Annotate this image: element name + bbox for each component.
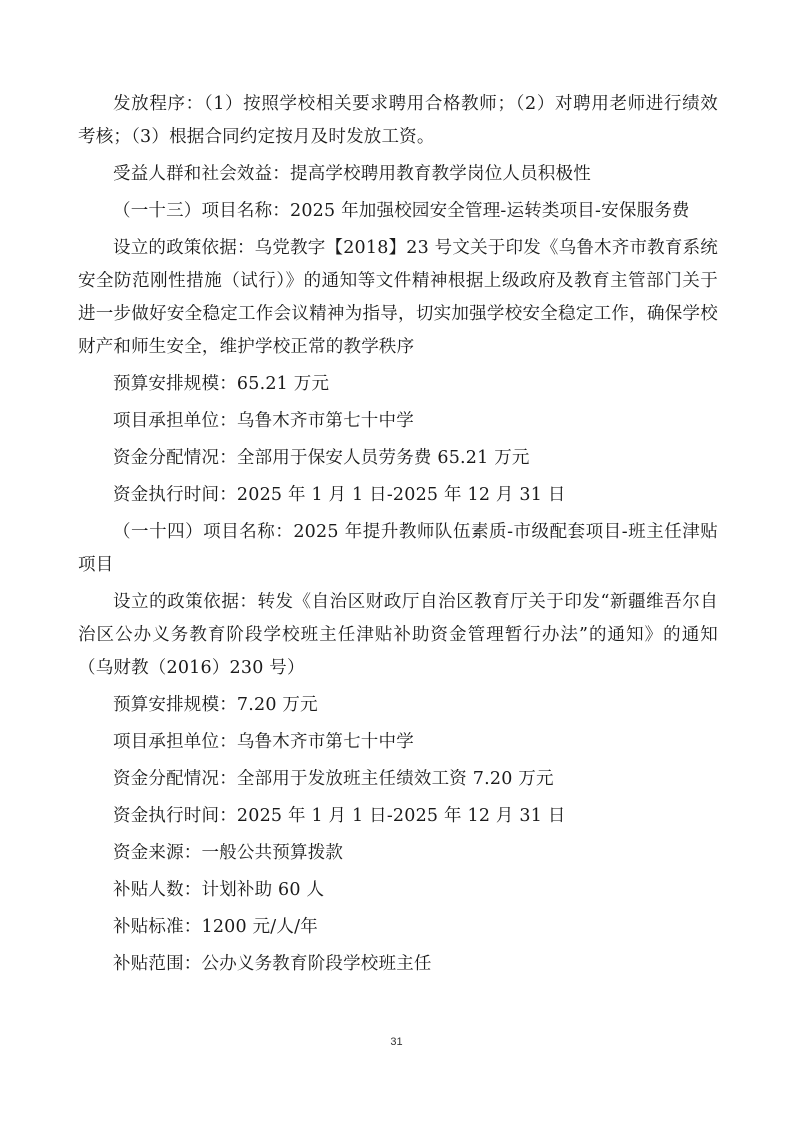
paragraph-subsidy-count: 补贴人数：计划补助 60 人 [113,880,325,900]
paragraph-project-13-unit: 项目承担单位：乌鲁木齐市第七十中学 [113,411,414,431]
paragraph-distribution-procedure: 发放程序：（1）按照学校相关要求聘用合格教师；（2）对聘用老师进行绩效考核；（3）根据合同约定按月及时发放工资。 [78,94,718,147]
paragraph-project-14-execution-time: 资金执行时间：2025 年 1 月 1 日-2025 年 12 月 31 日 [113,806,566,826]
paragraph-project-13-execution-time: 资金执行时间：2025 年 1 月 1 日-2025 年 12 月 31 日 [113,485,566,505]
paragraph-project-13-allocation: 资金分配情况：全部用于保安人员劳务费 65.21 万元 [113,448,530,468]
paragraph-project-14-budget: 预算安排规模：7.20 万元 [113,695,318,715]
paragraph-subsidy-standard: 补贴标准：1200 元/人/年 [113,917,318,937]
paragraph-project-14-allocation: 资金分配情况：全部用于发放班主任绩效工资 7.20 万元 [113,769,554,789]
paragraph-project-13-budget: 预算安排规模：65.21 万元 [113,374,330,394]
paragraph-project-13-title: （一十三）项目名称：2025 年加强校园安全管理-运转类项目-安保服务费 [113,201,690,221]
paragraph-funding-source: 资金来源：一般公共预算拨款 [113,843,344,863]
document-body [78,88,718,981]
paragraph-subsidy-scope: 补贴范围：公办义务教育阶段学校班主任 [113,954,432,974]
paragraph-project-14-title: （一十四）项目名称：2025 年提升教师队伍素质-市级配套项目-班主任津贴项目 [78,522,718,575]
paragraph-project-13-policy-basis: 设立的政策依据：乌党教字【2018】23 号文关于印发《乌鲁木齐市教育系统安全防范刚性措施（试行）》的通知等文件精神根据上级政府及教育主管部门关于进一步做好安全稳定工作会议精神为指导，切实加强学校安全稳定工作，确保学校财产和师生安全，维护学校正常的教学秩序 [78,238,718,357]
page-number: 31 [390,1036,403,1048]
paragraph-project-14-policy-basis: 设立的政策依据：转发《自治区财政厅自治区教育厅关于印发“新疆维吾尔自治区公办义务教育阶段学校班主任津贴补助资金管理暂行办法”的通知》的通知（乌财教（2016）230 号） [78,592,718,678]
paragraph-beneficiaries: 受益人群和社会效益：提高学校聘用教育教学岗位人员积极性 [113,164,591,184]
paragraph-project-14-unit: 项目承担单位：乌鲁木齐市第七十中学 [113,732,414,752]
